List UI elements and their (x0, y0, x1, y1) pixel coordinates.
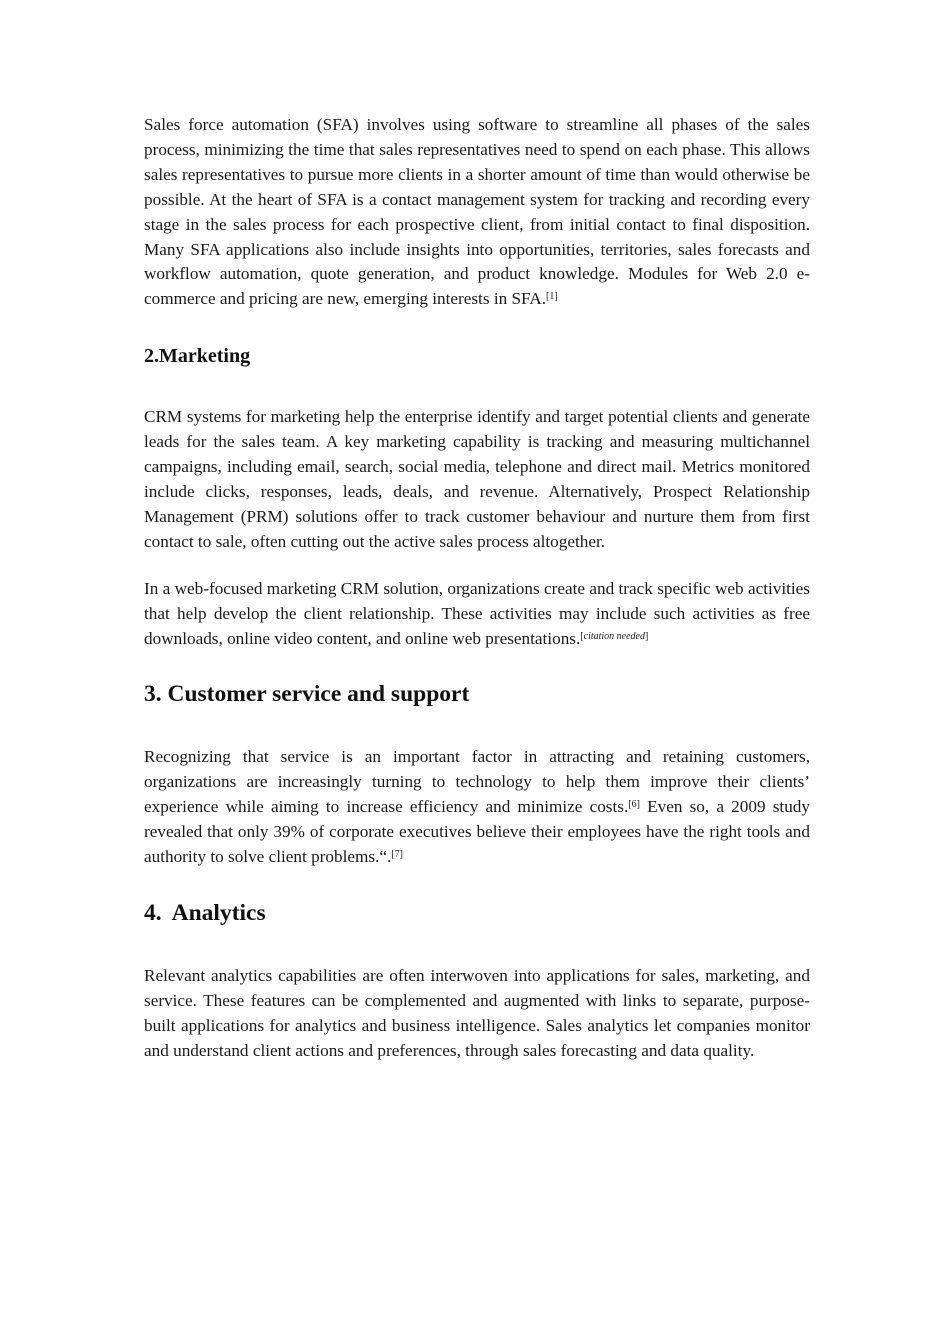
service-text-a: Recognizing that service is an important factor in attracting and retaining customers, organizations are increasingly turning to technology to help them improve their clients’ experience while aiming to increase efficiency and minimize costs. (144, 747, 810, 817)
sfa-text: Sales force automation (SFA) involves using software to streamline all phases of the sales process, minimizing the time that sales representatives need to spend on each phase. This allows sales representatives to pursue more clients in a shorter amount of time than would otherwise be possible. At the heart of SFA is a contact management system for tracking and recording every stage in the sales process for each prospective client, from initial contact to final disposition. Many SFA applications also include insights into opportunities, territories, sales forecasts and workflow automation, quote generation, and product knowledge. Modules for Web 2.0 e-commerce and pricing are new, emerging interests in SFA. (144, 115, 810, 309)
citation-needed-text: citation needed (583, 630, 645, 642)
service-paragraph (144, 745, 810, 870)
analytics-heading (144, 898, 810, 928)
citation-bracket-open: [ (580, 630, 584, 642)
marketing-paragraph-2 (144, 577, 810, 652)
citation-7[interactable]: [7] (391, 849, 403, 861)
document-page (144, 113, 810, 1064)
service-heading: 3. Customer service and support (144, 681, 470, 708)
marketing-heading: 2.Marketing (144, 345, 251, 368)
citation-bracket-close: ] (645, 630, 649, 642)
sfa-paragraph (144, 113, 810, 312)
marketing-paragraph-2-text: In a web-focused marketing CRM solution, organizations create and track specific web activities that help develop the client relationship. These activities may include such activities as free downloads, online video content, and online web presentations. (144, 578, 810, 648)
citation-1[interactable]: [1] (546, 291, 558, 303)
citation-6[interactable]: [6] (628, 799, 640, 811)
citation-needed[interactable] (580, 631, 648, 642)
analytics-paragraph: Relevant analytics capabilities are often interwoven into applications for sales, marketing, and service. These features can be complemented and augmented with links to separate, purpose-built applications for analytics and business intelligence. Sales analytics let companies monitor and understand client actions and preferences, through sales forecasting and data quality. (144, 965, 810, 1060)
analytics-heading-number: 4. (144, 899, 162, 926)
analytics-heading-text: Analytics (171, 899, 266, 926)
service-text-b: Even so, a 2009 study revealed that only 39% of corporate executives believe their employees have the right tools and authority to solve client problems.“. (144, 797, 810, 867)
marketing-paragraph-1: CRM systems for marketing help the enterprise identify and target potential clients and generate leads for the sales team. A key marketing capability is tracking and measuring multichannel campaigns, including email, search, social media, telephone and direct mail. Metrics monitored include clicks, responses, leads, deals, and revenue. Alternatively, Prospect Relationship Management (PRM) solutions offer to track customer behaviour and nurture them from first contact to sale, often cutting out the active sales process altogether. (144, 407, 810, 551)
